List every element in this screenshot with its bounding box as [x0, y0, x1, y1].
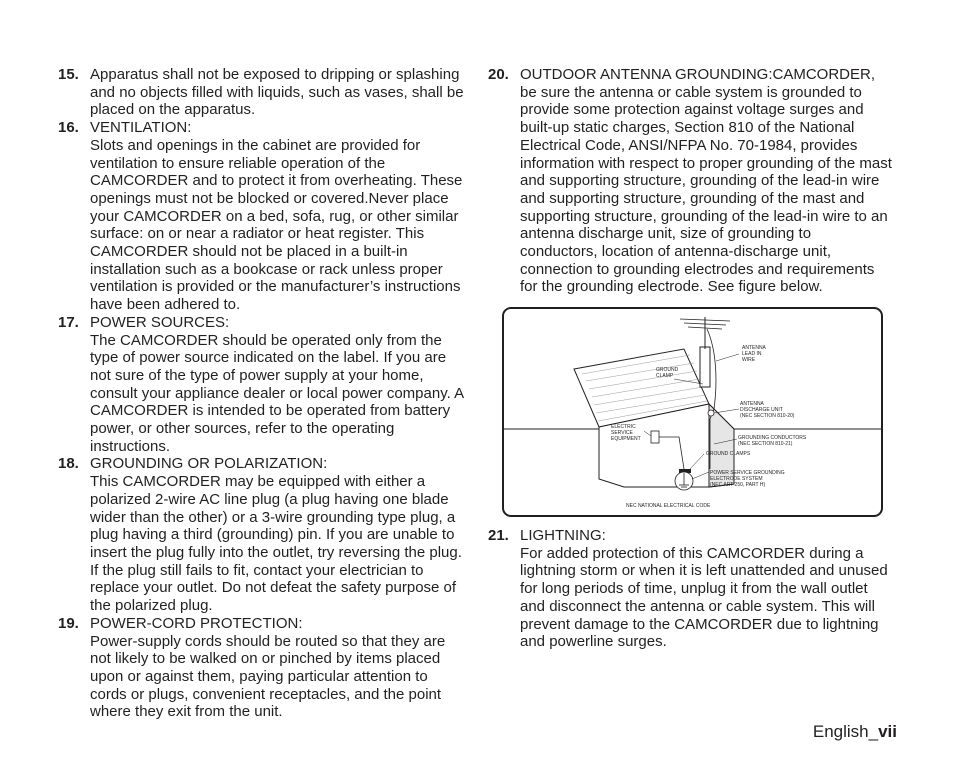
item-text: For added protection of this CAMCORDER during a lightning storm or when it is left unattended and unused for long periods of time, unplug it from the wall outlet and disconnect the antenna or cable system. This will prevent damage to the CAMCORDER due to lightning and powerline surges. — [520, 544, 888, 651]
item-text: Power-supply cords should be routed so that they are not likely to be walked on or pinched by items placed upon or against them, paying particular attention to cords or plugs, convenient receptacles, and the point where they exit from the unit. — [90, 632, 446, 721]
page-number: vii — [878, 722, 897, 741]
right-column-bottom — [488, 527, 892, 651]
safety-item-20 — [488, 66, 892, 296]
item-text: The CAMCORDER should be operated only from the type of power source indicated on the label. If you are not sure of the type of power supply at your home, consult your appliance dealer or local power company. A CAMCORDER is intended to be operated from battery power, or other sources, refer to the operating instructions. — [90, 331, 464, 455]
label-ground-clamp: GROUND CLAMP — [656, 367, 679, 379]
footer-language: English_ — [812, 722, 879, 741]
antenna-grounding-figure — [502, 307, 883, 517]
safety-item-15 — [58, 66, 466, 119]
item-text: Apparatus shall not be exposed to dripping or splashing and no objects filled with liquids, such as vases, shall be placed on the apparatus. — [90, 66, 464, 119]
item-heading: POWER-CORD PROTECTION: — [90, 614, 303, 632]
service-box — [651, 431, 659, 443]
label-electrode-system: POWER SERVICE GROUNDING ELECTRODE SYSTEM (NEC ART 250, PART H) — [710, 470, 785, 488]
label-ground-clamps: GROUND CLAMPS — [706, 451, 751, 457]
page-footer — [813, 722, 897, 742]
item-number: 21. — [488, 527, 509, 544]
label-discharge-unit: ANTENNA DISCHARGE UNIT (NEC SECTION 810-20) — [740, 401, 795, 419]
label-nec-note: NEC NATIONAL ELECTRICAL CODE — [626, 503, 711, 509]
item-number: 16. — [58, 119, 79, 137]
item-text: This CAMCORDER may be equipped with either a polarized 2-wire AC line plug (a plug having one blade wider than the other) or a 3-wire grounding type plug, a plug having a third (grounding) pin. If you are unable to insert the plug fully into the outlet, try reversing the plug. If the plug still fails to fit, contact your electrician to replace your outlet. Do not defeat the safety purpose of the polarized plug. — [90, 473, 462, 615]
label-electric-service: ELECTRIC SERVICE EQUIPMENT — [611, 424, 641, 442]
safety-item-17 — [58, 314, 466, 456]
item-number: 19. — [58, 614, 79, 632]
item-number: 17. — [58, 313, 79, 331]
house-diagram — [504, 309, 881, 515]
item-text: OUTDOOR ANTENNA GROUNDING:CAMCORDER, be sure the antenna or cable system is grounded to provide some protection against voltage surges and built-up static charges, Section 810 of the National Electrical Code, ANSI/NFPA No. 70-1984, provides information with respect to proper grounding of the mast and supporting structure, grounding of the lead-in wire and supporting structure, grounding of the mast and supporting structure, grounding of the lead-in wire to an antenna discharge unit, size of grounding to conductors, location of antenna-discharge unit, connection to grounding electrodes and requirements for the grounding electrode. See figure below. — [520, 66, 892, 296]
safety-item-16 — [58, 119, 466, 314]
label-grounding-conductors: GROUNDING CONDUCTORS (NEC SECTION 810-21) — [738, 435, 807, 447]
label-antenna-lead: ANTENNA LEAD IN WIRE — [742, 345, 766, 363]
right-column-top — [488, 66, 892, 296]
item-heading: POWER SOURCES: — [90, 313, 230, 331]
discharge-unit — [708, 410, 714, 416]
safety-item-19 — [58, 615, 466, 721]
item-heading: VENTILATION: — [90, 119, 192, 137]
safety-item-21 — [488, 527, 892, 651]
item-number: 18. — [58, 455, 79, 473]
item-heading: GROUNDING OR POLARIZATION: — [90, 455, 328, 473]
chimney — [700, 347, 710, 387]
item-number: 15. — [58, 66, 79, 83]
safety-item-18 — [58, 455, 466, 614]
left-column — [58, 66, 466, 721]
item-number: 20. — [488, 66, 509, 83]
item-text: Slots and openings in the cabinet are provided for ventilation to ensure reliable operation of the CAMCORDER and to protect it from overheating. These openings must not be blocked or covered.Never place your CAMCORDER on a bed, sofa, rug, or other similar surface: on or near a radiator or heat register. This CAMCORDER should not be placed in a built-in installation such as a bookcase or rack unless proper ventilation is provided or the manufacturer’s instructions have been adhered to. — [90, 136, 463, 314]
item-heading: LIGHTNING: — [520, 527, 606, 544]
